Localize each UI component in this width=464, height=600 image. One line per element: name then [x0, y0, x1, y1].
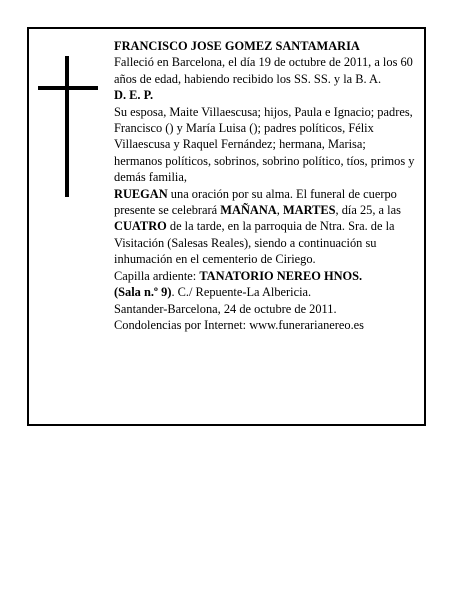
chapel-room: (Sala n.º 9) — [114, 285, 172, 300]
chapel-label: Capilla ardiente: — [114, 268, 200, 283]
request-text-1: una oración por su alma. El funeral de cuerpo presente se celebrará — [114, 186, 397, 218]
family-list: Su esposa, Maite Villaescusa; hijos, Paula e Ignacio; padres, Francisco () y María Luisa (); padres políticos, Félix Villaescusa y Raquel Fernández; hermana, Marisa; hermanos políticos, sobrinos, sobrino político, tíos, primos y demás familia, — [114, 104, 415, 185]
chapel-info — [114, 268, 416, 301]
deceased-name: FRANCISCO JOSE GOMEZ SANTAMARIA — [114, 39, 360, 53]
request-martes: MARTES — [282, 203, 336, 218]
cross-icon-crossbar — [38, 86, 98, 90]
request-manana: MAÑANA — [220, 203, 277, 218]
death-statement: Falleció en Barcelona, el día 19 de octubre de 2011, a los 60 años de edad, habiendo recibido los SS. SS. y la B. A. — [114, 55, 413, 86]
request-text-2: , — [276, 203, 283, 218]
funeral-home: TANATORIO NEREO HNOS. — [199, 268, 363, 283]
chapel-address: . C./ Repuente-La Albericia. — [171, 285, 312, 300]
condolences-line: Condolencias por Internet: www.funerarianereo.es — [114, 317, 365, 332]
obituary-text — [114, 38, 416, 333]
place-date: Santander-Barcelona, 24 de octubre de 2011. — [114, 301, 337, 316]
request-text-3: , día 25, a las — [335, 203, 401, 218]
funeral-request — [114, 186, 416, 268]
request-ruegan: RUEGAN — [114, 186, 168, 201]
request-text-4: de la tarde, en la parroquia de Ntra. Sra. de la Visitación (Salesas Reales), siendo a continuación su inhumación en el cementerio de Ciriego. — [114, 219, 395, 267]
cross-icon — [65, 56, 69, 197]
request-cuatro: CUATRO — [114, 219, 167, 234]
rip-line: D. E. P. — [114, 88, 154, 103]
